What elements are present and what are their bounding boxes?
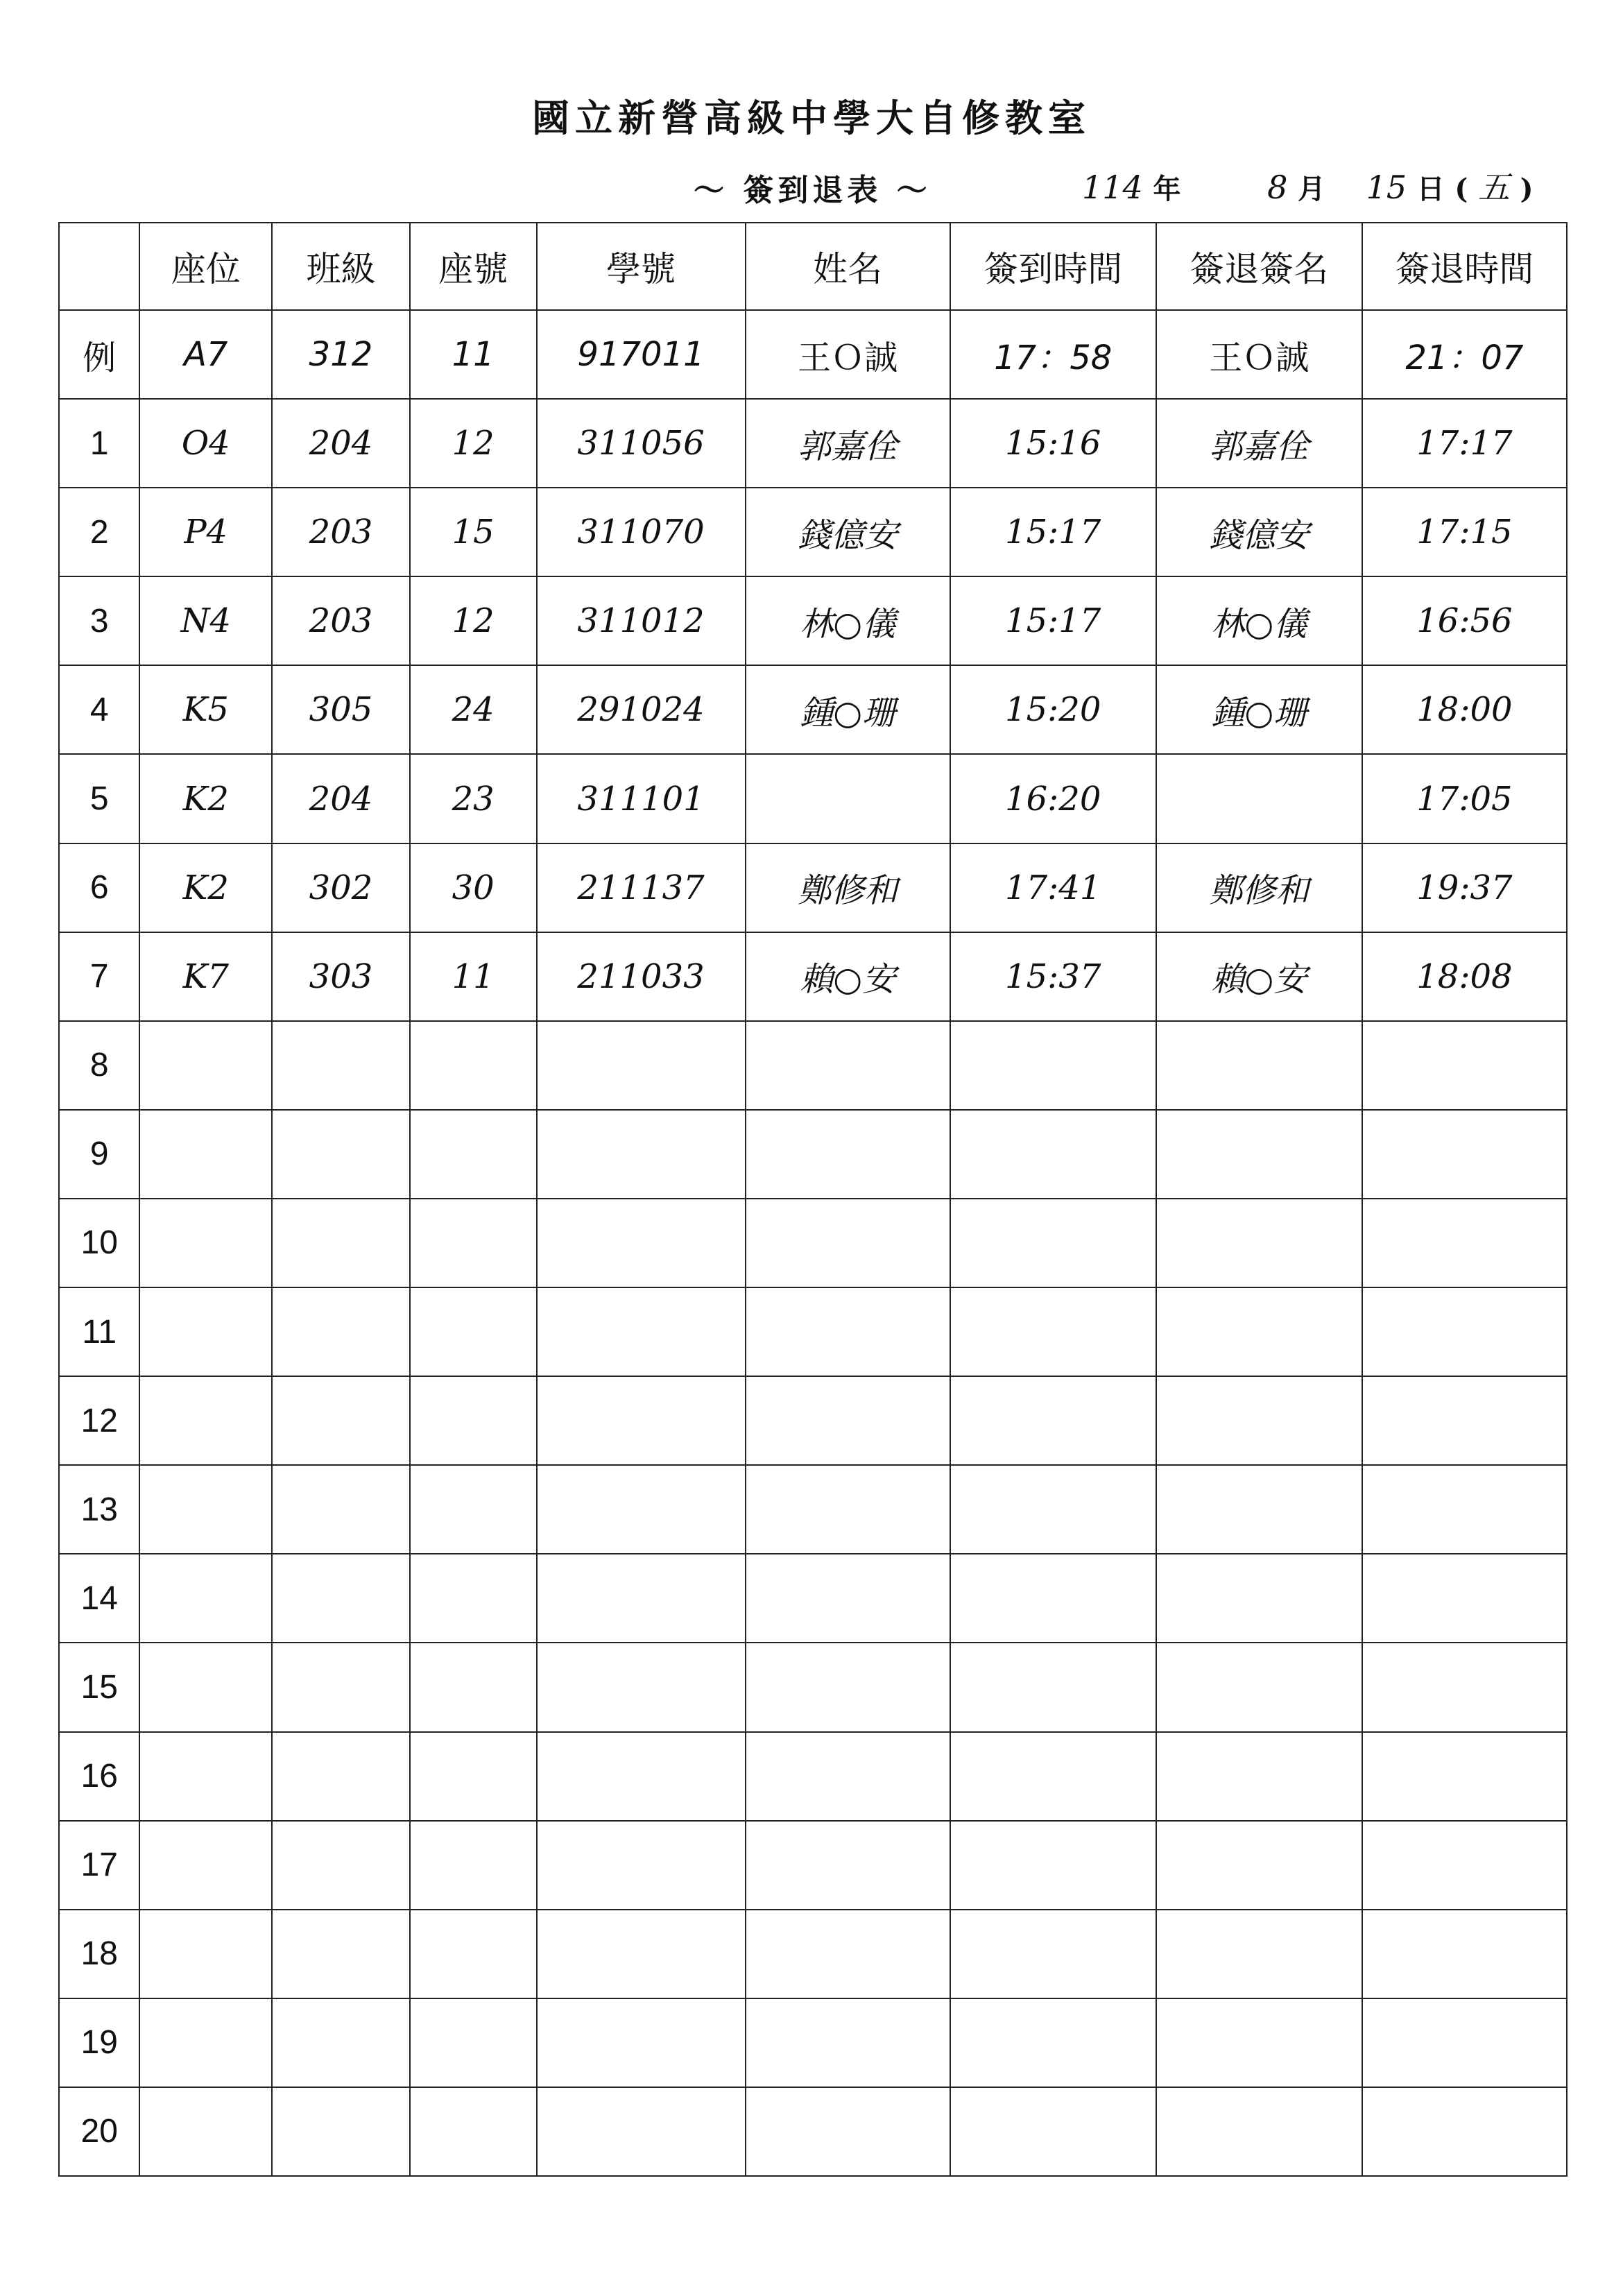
seat-number-cell[interactable] [410, 1376, 537, 1465]
row-number: 19 [59, 1998, 139, 2087]
seat-number-cell[interactable]: 23 [410, 754, 537, 843]
seat-cell[interactable] [139, 2087, 272, 2176]
header-row [59, 223, 1567, 310]
column-header-index [59, 223, 139, 310]
sign-out-time-cell[interactable]: 17:15 [1362, 488, 1567, 576]
table-row [59, 843, 1567, 932]
class-cell[interactable] [272, 1998, 410, 2087]
seat-number-cell[interactable]: 12 [410, 576, 537, 665]
class-cell[interactable] [272, 1554, 410, 1643]
table-row [59, 1110, 1567, 1199]
example-sign-out: 21：07 [1362, 310, 1567, 399]
sign-out-time-cell[interactable] [1362, 1199, 1567, 1287]
sign-out-time-cell[interactable] [1362, 1554, 1567, 1643]
date-year: 114 [1082, 169, 1143, 206]
column-header-class: 班級 [272, 223, 410, 310]
seat-number-cell[interactable] [410, 1643, 537, 1731]
class-cell[interactable] [272, 1643, 410, 1731]
seat-cell[interactable]: K7 [139, 932, 272, 1021]
name-signature-cell[interactable] [746, 1554, 950, 1643]
sign-in-table [58, 222, 1568, 2177]
column-header-seat: 座位 [139, 223, 272, 310]
student-id-cell[interactable] [537, 1821, 746, 1910]
sign-out-time-cell[interactable] [1362, 1910, 1567, 1998]
example-number: 11 [410, 310, 537, 399]
student-id-cell[interactable] [537, 1998, 746, 2087]
date-weekday: 五 [1477, 169, 1510, 206]
row-number: 15 [59, 1643, 139, 1731]
sign-out-time-cell[interactable] [1362, 1465, 1567, 1554]
seat-cell[interactable] [139, 1821, 272, 1910]
table-row [59, 1998, 1567, 2087]
student-id-cell[interactable]: 311101 [537, 754, 746, 843]
sign-in-time-cell[interactable] [950, 1732, 1156, 1821]
row-number: 7 [59, 932, 139, 1021]
student-id-cell[interactable] [537, 1732, 746, 1821]
sign-in-time-cell[interactable]: 16:20 [950, 754, 1156, 843]
sign-out-signature-cell[interactable]: 鄭修和 [1156, 843, 1362, 932]
example-row [59, 310, 1567, 399]
table-row [59, 1465, 1567, 1554]
name-signature-cell[interactable] [746, 1998, 950, 2087]
class-cell[interactable]: 203 [272, 488, 410, 576]
student-id-cell[interactable]: 311070 [537, 488, 746, 576]
student-id-cell[interactable]: 311056 [537, 399, 746, 488]
student-id-cell[interactable] [537, 1199, 746, 1287]
sign-out-signature-cell[interactable] [1156, 1376, 1362, 1465]
student-id-cell[interactable]: 211033 [537, 932, 746, 1021]
row-number: 3 [59, 576, 139, 665]
table-row [59, 1821, 1567, 1910]
sign-in-time-cell[interactable]: 17:41 [950, 843, 1156, 932]
seat-cell[interactable] [139, 1643, 272, 1731]
seat-cell[interactable]: O4 [139, 399, 272, 488]
seat-number-cell[interactable] [410, 1287, 537, 1376]
example-student-id: 917011 [537, 310, 746, 399]
sign-out-signature-cell[interactable] [1156, 1110, 1362, 1199]
sign-out-signature-cell[interactable] [1156, 1287, 1362, 1376]
page-title: 國立新營高級中學大自修教室 [532, 96, 1091, 140]
sign-out-time-cell[interactable] [1362, 1643, 1567, 1731]
sign-in-time-cell[interactable] [950, 1998, 1156, 2087]
student-id-cell[interactable]: 311012 [537, 576, 746, 665]
name-signature-cell[interactable]: 錢億安 [746, 488, 950, 576]
example-name: 王Ｏ誠 [746, 310, 950, 399]
seat-cell[interactable] [139, 1287, 272, 1376]
sign-out-time-cell[interactable]: 17:17 [1362, 399, 1567, 488]
seat-cell[interactable]: N4 [139, 576, 272, 665]
sign-out-signature-cell[interactable] [1156, 1199, 1362, 1287]
sign-in-time-cell[interactable]: 15:37 [950, 932, 1156, 1021]
seat-cell[interactable] [139, 1021, 272, 1110]
name-signature-cell[interactable]: 鄭修和 [746, 843, 950, 932]
class-cell[interactable]: 302 [272, 843, 410, 932]
table-row [59, 1643, 1567, 1731]
column-header-sign-out-signature: 簽退簽名 [1156, 223, 1362, 310]
example-class: 312 [272, 310, 410, 399]
class-cell[interactable] [272, 1110, 410, 1199]
sign-out-signature-cell[interactable]: 錢億安 [1156, 488, 1362, 576]
student-id-cell[interactable] [537, 1910, 746, 1998]
row-number: 11 [59, 1287, 139, 1376]
sign-out-signature-cell[interactable] [1156, 1643, 1362, 1731]
seat-number-cell[interactable] [410, 1554, 537, 1643]
table-row [59, 576, 1567, 665]
name-signature-cell[interactable] [746, 1199, 950, 1287]
sign-out-signature-cell[interactable] [1156, 2087, 1362, 2176]
name-signature-cell[interactable] [746, 754, 950, 843]
class-cell[interactable] [272, 1021, 410, 1110]
student-id-cell[interactable] [537, 1643, 746, 1731]
sign-in-time-cell[interactable]: 15:17 [950, 576, 1156, 665]
name-signature-cell[interactable] [746, 1021, 950, 1110]
table-row [59, 2087, 1567, 2176]
seat-cell[interactable]: K2 [139, 754, 272, 843]
seat-number-cell[interactable] [410, 1821, 537, 1910]
sign-out-time-cell[interactable]: 16:56 [1362, 576, 1567, 665]
name-signature-cell[interactable] [746, 2087, 950, 2176]
name-signature-cell[interactable] [746, 1465, 950, 1554]
form-subtitle: ～ 簽到退表 ～ [694, 173, 931, 208]
seat-cell[interactable] [139, 1998, 272, 2087]
sign-out-signature-cell[interactable] [1156, 1732, 1362, 1821]
row-number: 10 [59, 1199, 139, 1287]
sign-out-signature-cell[interactable] [1156, 1554, 1362, 1643]
class-cell[interactable] [272, 1910, 410, 1998]
sign-out-time-cell[interactable] [1362, 1110, 1567, 1199]
student-id-cell[interactable] [537, 1287, 746, 1376]
sign-out-time-cell[interactable] [1362, 1821, 1567, 1910]
row-number: 12 [59, 1376, 139, 1465]
sign-out-signature-cell[interactable] [1156, 754, 1362, 843]
class-cell[interactable] [272, 1465, 410, 1554]
sign-in-time-cell[interactable] [950, 1199, 1156, 1287]
name-signature-cell[interactable] [746, 1821, 950, 1910]
table-row [59, 1554, 1567, 1643]
seat-cell[interactable]: K5 [139, 665, 272, 754]
row-number: 18 [59, 1910, 139, 1998]
seat-cell[interactable] [139, 1465, 272, 1554]
name-signature-cell[interactable] [746, 1910, 950, 1998]
seat-number-cell[interactable]: 12 [410, 399, 537, 488]
date-day-label: 日 [1416, 173, 1445, 205]
class-cell[interactable]: 204 [272, 754, 410, 843]
row-number: 14 [59, 1554, 139, 1643]
student-id-cell[interactable] [537, 1021, 746, 1110]
sign-out-signature-cell[interactable] [1156, 1821, 1362, 1910]
column-header-name: 姓名 [746, 223, 950, 310]
table-row [59, 665, 1567, 754]
sign-out-signature-cell[interactable] [1156, 1021, 1362, 1110]
form-date [1082, 162, 1534, 208]
seat-number-cell[interactable] [410, 1732, 537, 1821]
seat-cell[interactable]: P4 [139, 488, 272, 576]
seat-number-cell[interactable] [410, 1021, 537, 1110]
row-number: 16 [59, 1732, 139, 1821]
name-signature-cell[interactable]: 鍾○珊 [746, 665, 950, 754]
date-month-label: 月 [1297, 173, 1325, 205]
table-row [59, 1732, 1567, 1821]
seat-cell[interactable]: K2 [139, 843, 272, 932]
sign-in-time-cell[interactable] [950, 1910, 1156, 1998]
table-row [59, 399, 1567, 488]
sign-in-time-cell[interactable] [950, 1376, 1156, 1465]
sign-in-time-cell[interactable] [950, 2087, 1156, 2176]
class-cell[interactable] [272, 1199, 410, 1287]
date-year-label: 年 [1153, 173, 1181, 205]
name-signature-cell[interactable]: 郭嘉佺 [746, 399, 950, 488]
date-month: 8 [1267, 169, 1288, 206]
seat-number-cell[interactable]: 30 [410, 843, 537, 932]
student-id-cell[interactable] [537, 1110, 746, 1199]
row-number: 8 [59, 1021, 139, 1110]
student-id-cell[interactable]: 291024 [537, 665, 746, 754]
class-cell[interactable]: 203 [272, 576, 410, 665]
sign-in-time-cell[interactable] [950, 1110, 1156, 1199]
student-id-cell[interactable] [537, 1376, 746, 1465]
table-row [59, 1199, 1567, 1287]
sign-in-time-cell[interactable] [950, 1465, 1156, 1554]
sign-in-time-cell[interactable] [950, 1643, 1156, 1731]
column-header-seat-number: 座號 [410, 223, 537, 310]
sign-out-signature-cell[interactable] [1156, 1465, 1362, 1554]
example-sign-out-name: 王Ｏ誠 [1156, 310, 1362, 399]
class-cell[interactable] [272, 1732, 410, 1821]
class-cell[interactable]: 204 [272, 399, 410, 488]
sign-out-signature-cell[interactable] [1156, 1910, 1362, 1998]
column-header-sign-out-time: 簽退時間 [1362, 223, 1567, 310]
column-header-student-id: 學號 [537, 223, 746, 310]
date-close-paren: ) [1520, 173, 1534, 205]
seat-number-cell[interactable] [410, 1465, 537, 1554]
seat-number-cell[interactable] [410, 1199, 537, 1287]
table-row [59, 932, 1567, 1021]
class-cell[interactable]: 305 [272, 665, 410, 754]
example-seat: A7 [139, 310, 272, 399]
sign-in-time-cell[interactable] [950, 1287, 1156, 1376]
seat-cell[interactable] [139, 1376, 272, 1465]
sign-out-time-cell[interactable] [1362, 1998, 1567, 2087]
row-number: 4 [59, 665, 139, 754]
sign-in-time-cell[interactable] [950, 1821, 1156, 1910]
sign-in-time-cell[interactable] [950, 1554, 1156, 1643]
example-sign-in: 17：58 [950, 310, 1156, 399]
sign-out-signature-cell[interactable]: 林○儀 [1156, 576, 1362, 665]
name-signature-cell[interactable] [746, 1732, 950, 1821]
row-number: 5 [59, 754, 139, 843]
class-cell[interactable] [272, 1287, 410, 1376]
sign-out-time-cell[interactable] [1362, 2087, 1567, 2176]
sign-out-signature-cell[interactable]: 郭嘉佺 [1156, 399, 1362, 488]
class-cell[interactable] [272, 1376, 410, 1465]
name-signature-cell[interactable] [746, 1110, 950, 1199]
seat-number-cell[interactable]: 24 [410, 665, 537, 754]
sign-in-time-cell[interactable] [950, 1021, 1156, 1110]
student-id-cell[interactable] [537, 2087, 746, 2176]
seat-cell[interactable] [139, 1110, 272, 1199]
student-id-cell[interactable]: 211137 [537, 843, 746, 932]
name-signature-cell[interactable]: 賴○安 [746, 932, 950, 1021]
sign-out-time-cell[interactable]: 18:00 [1362, 665, 1567, 754]
sign-out-time-cell[interactable]: 18:08 [1362, 932, 1567, 1021]
seat-cell[interactable] [139, 1732, 272, 1821]
student-id-cell[interactable] [537, 1554, 746, 1643]
seat-cell[interactable] [139, 1910, 272, 1998]
sign-in-time-cell[interactable]: 15:20 [950, 665, 1156, 754]
name-signature-cell[interactable] [746, 1643, 950, 1731]
seat-number-cell[interactable]: 15 [410, 488, 537, 576]
example-label: 例 [59, 310, 139, 399]
table-row [59, 1376, 1567, 1465]
table-row [59, 754, 1567, 843]
date-open-paren: ( [1454, 173, 1468, 205]
name-signature-cell[interactable]: 林○儀 [746, 576, 950, 665]
name-signature-cell[interactable] [746, 1376, 950, 1465]
row-number: 13 [59, 1465, 139, 1554]
student-id-cell[interactable] [537, 1465, 746, 1554]
class-cell[interactable] [272, 1821, 410, 1910]
seat-number-cell[interactable] [410, 1110, 537, 1199]
class-cell[interactable]: 303 [272, 932, 410, 1021]
seat-number-cell[interactable] [410, 1910, 537, 1998]
sign-out-time-cell[interactable] [1362, 1376, 1567, 1465]
row-number: 17 [59, 1821, 139, 1910]
sign-out-time-cell[interactable]: 17:05 [1362, 754, 1567, 843]
row-number: 6 [59, 843, 139, 932]
seat-cell[interactable] [139, 1199, 272, 1287]
seat-cell[interactable] [139, 1554, 272, 1643]
seat-number-cell[interactable]: 11 [410, 932, 537, 1021]
name-signature-cell[interactable] [746, 1287, 950, 1376]
sign-in-time-cell[interactable]: 15:16 [950, 399, 1156, 488]
seat-number-cell[interactable] [410, 1998, 537, 2087]
sign-out-signature-cell[interactable] [1156, 1998, 1362, 2087]
date-day: 15 [1366, 169, 1407, 206]
sign-out-time-cell[interactable] [1362, 1732, 1567, 1821]
sign-out-signature-cell[interactable]: 鍾○珊 [1156, 665, 1362, 754]
row-number: 1 [59, 399, 139, 488]
sign-in-time-cell[interactable]: 15:17 [950, 488, 1156, 576]
row-number: 20 [59, 2087, 139, 2176]
table-row [59, 1910, 1567, 1998]
column-header-sign-in-time: 簽到時間 [950, 223, 1156, 310]
row-number: 2 [59, 488, 139, 576]
table-row [59, 1021, 1567, 1110]
sign-out-time-cell[interactable] [1362, 1287, 1567, 1376]
sign-out-signature-cell[interactable]: 賴○安 [1156, 932, 1362, 1021]
sign-out-time-cell[interactable] [1362, 1021, 1567, 1110]
row-number: 9 [59, 1110, 139, 1199]
class-cell[interactable] [272, 2087, 410, 2176]
table-row [59, 1287, 1567, 1376]
sign-out-time-cell[interactable]: 19:37 [1362, 843, 1567, 932]
seat-number-cell[interactable] [410, 2087, 537, 2176]
table-row [59, 488, 1567, 576]
